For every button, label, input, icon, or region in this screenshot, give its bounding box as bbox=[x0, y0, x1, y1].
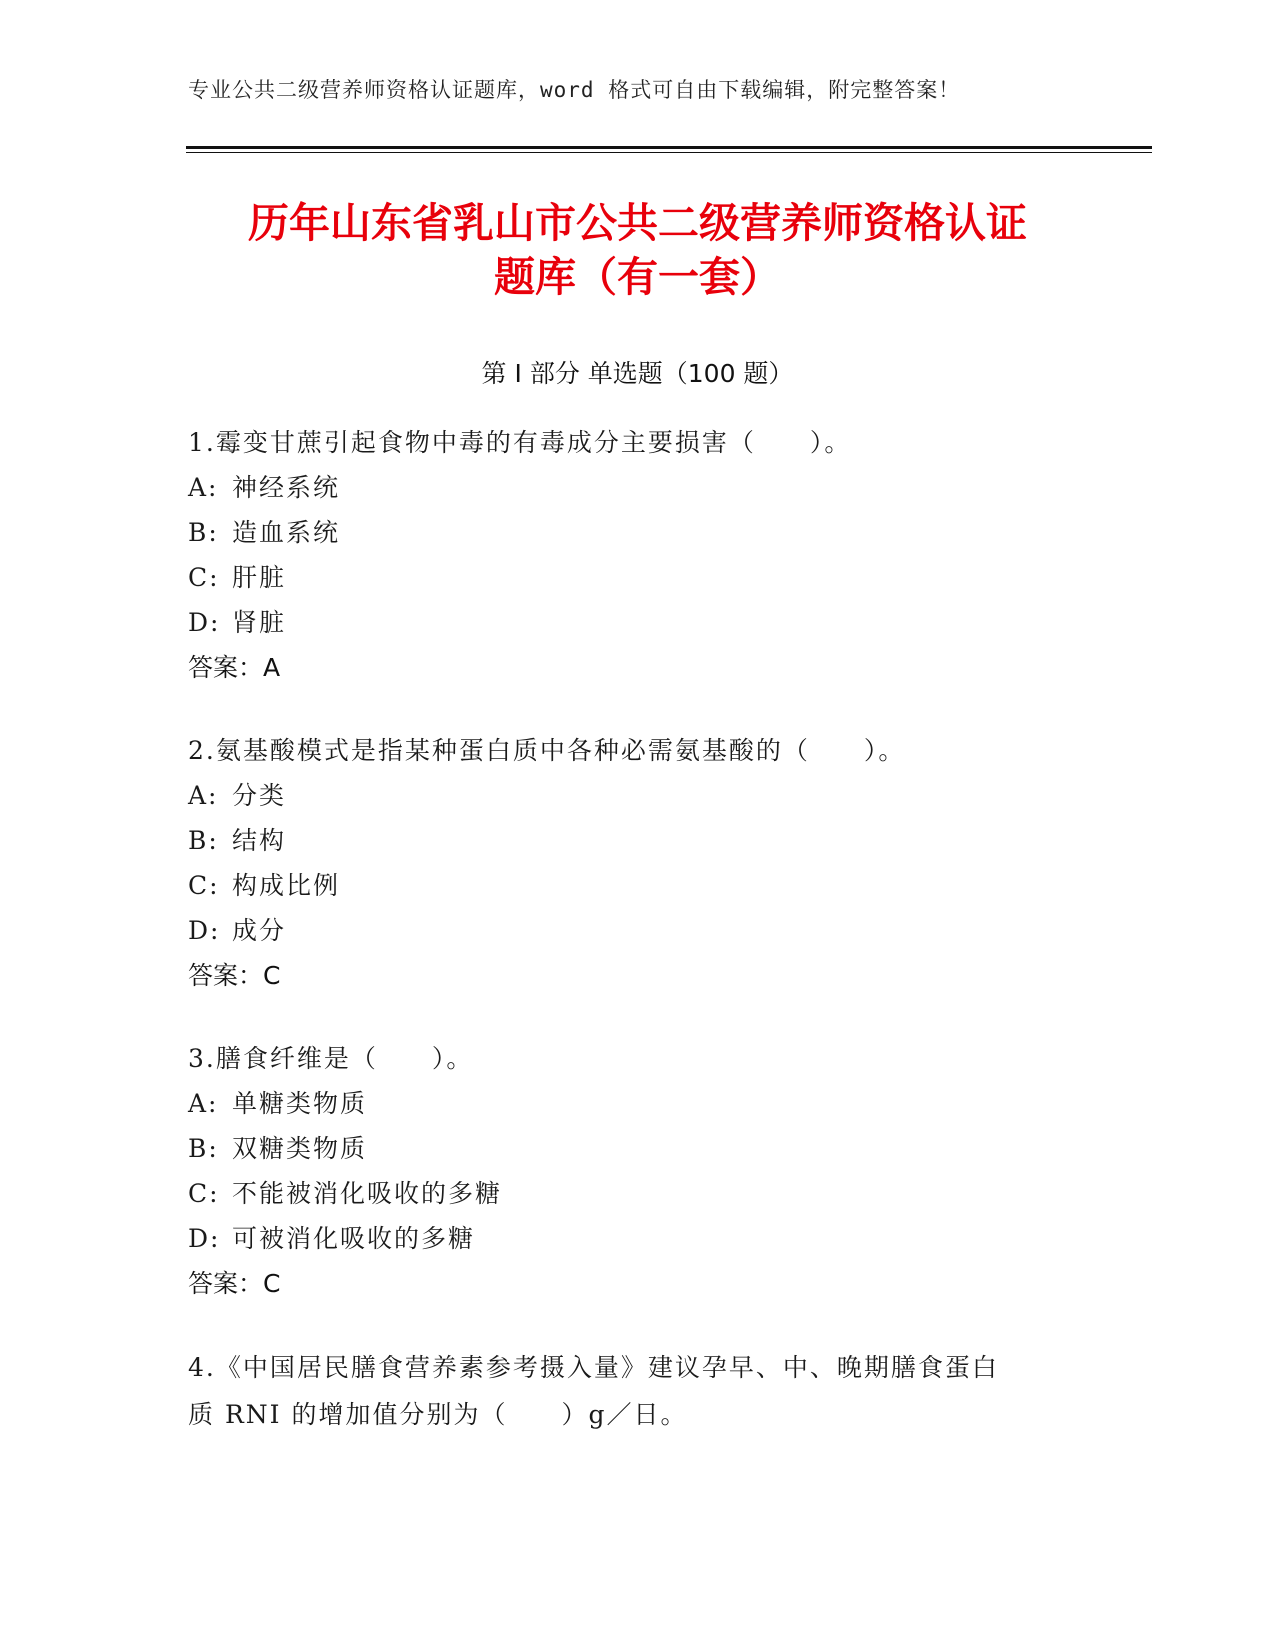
question-stem: 2.氨基酸模式是指某种蛋白质中各种必需氨基酸的（ ）。 bbox=[188, 736, 906, 765]
option-c bbox=[188, 863, 1088, 908]
option-a bbox=[188, 465, 1088, 510]
answer: 答案：A bbox=[188, 653, 281, 682]
title-line-2: 题库（有一套） bbox=[494, 253, 781, 301]
option-label: C: bbox=[188, 563, 220, 592]
answer: 答案：C bbox=[188, 1269, 281, 1298]
question-4 bbox=[188, 1344, 1088, 1438]
option-b bbox=[188, 818, 1088, 863]
option-label: A: bbox=[188, 473, 219, 502]
option-label: A: bbox=[188, 1089, 219, 1118]
option-b bbox=[188, 1126, 1088, 1171]
question-3 bbox=[188, 1036, 1088, 1306]
option-text: 构成比例 bbox=[232, 871, 341, 900]
option-text: 肝脏 bbox=[232, 563, 287, 592]
option-text: 成分 bbox=[232, 916, 287, 945]
option-d bbox=[188, 1216, 1088, 1261]
header-note: 专业公共二级营养师资格认证题库，word 格式可自由下载编辑，附完整答案！ bbox=[188, 78, 961, 102]
option-d bbox=[188, 908, 1088, 953]
option-label: B: bbox=[188, 1134, 219, 1163]
question-stem: 1.霉变甘蔗引起食物中毒的有毒成分主要损害（ ）。 bbox=[188, 428, 852, 457]
option-text: 双糖类物质 bbox=[232, 1134, 368, 1163]
header-rule-thin bbox=[186, 152, 1152, 153]
option-d bbox=[188, 600, 1088, 645]
option-label: D: bbox=[188, 608, 221, 637]
option-a bbox=[188, 1081, 1088, 1126]
question-stem bbox=[188, 1344, 1068, 1438]
option-c bbox=[188, 555, 1088, 600]
option-b bbox=[188, 510, 1088, 555]
option-text: 神经系统 bbox=[232, 473, 341, 502]
option-text: 肾脏 bbox=[232, 608, 287, 637]
option-text: 结构 bbox=[232, 826, 287, 855]
option-label: D: bbox=[188, 1224, 221, 1253]
option-text: 造血系统 bbox=[232, 518, 341, 547]
question-2 bbox=[188, 728, 1088, 998]
option-label: B: bbox=[188, 518, 219, 547]
option-a bbox=[188, 773, 1088, 818]
question-1 bbox=[188, 420, 1088, 690]
answer: 答案：C bbox=[188, 961, 281, 990]
question-stem: 3.膳食纤维是（ ）。 bbox=[188, 1044, 474, 1073]
option-label: C: bbox=[188, 1179, 220, 1208]
option-label: C: bbox=[188, 871, 220, 900]
title-line-1: 历年山东省乳山市公共二级营养师资格认证 bbox=[248, 199, 1027, 247]
option-label: D: bbox=[188, 916, 221, 945]
option-c bbox=[188, 1171, 1088, 1216]
section-heading: 第 I 部分 单选题（100 题） bbox=[481, 359, 794, 388]
question-stem-line-2: 质 RNI 的增加值分别为（ ）g／日。 bbox=[188, 1400, 688, 1429]
header-rule-thick bbox=[186, 146, 1152, 149]
question-stem-line-1: 4.《中国居民膳食营养素参考摄入量》建议孕早、中、晚期膳食蛋白 bbox=[188, 1353, 999, 1382]
option-text: 分类 bbox=[232, 781, 287, 810]
document-title bbox=[0, 196, 1275, 304]
option-label: A: bbox=[188, 781, 219, 810]
option-text: 可被消化吸收的多糖 bbox=[232, 1224, 476, 1253]
option-text: 不能被消化吸收的多糖 bbox=[232, 1179, 503, 1208]
option-label: B: bbox=[188, 826, 219, 855]
option-text: 单糖类物质 bbox=[232, 1089, 368, 1118]
